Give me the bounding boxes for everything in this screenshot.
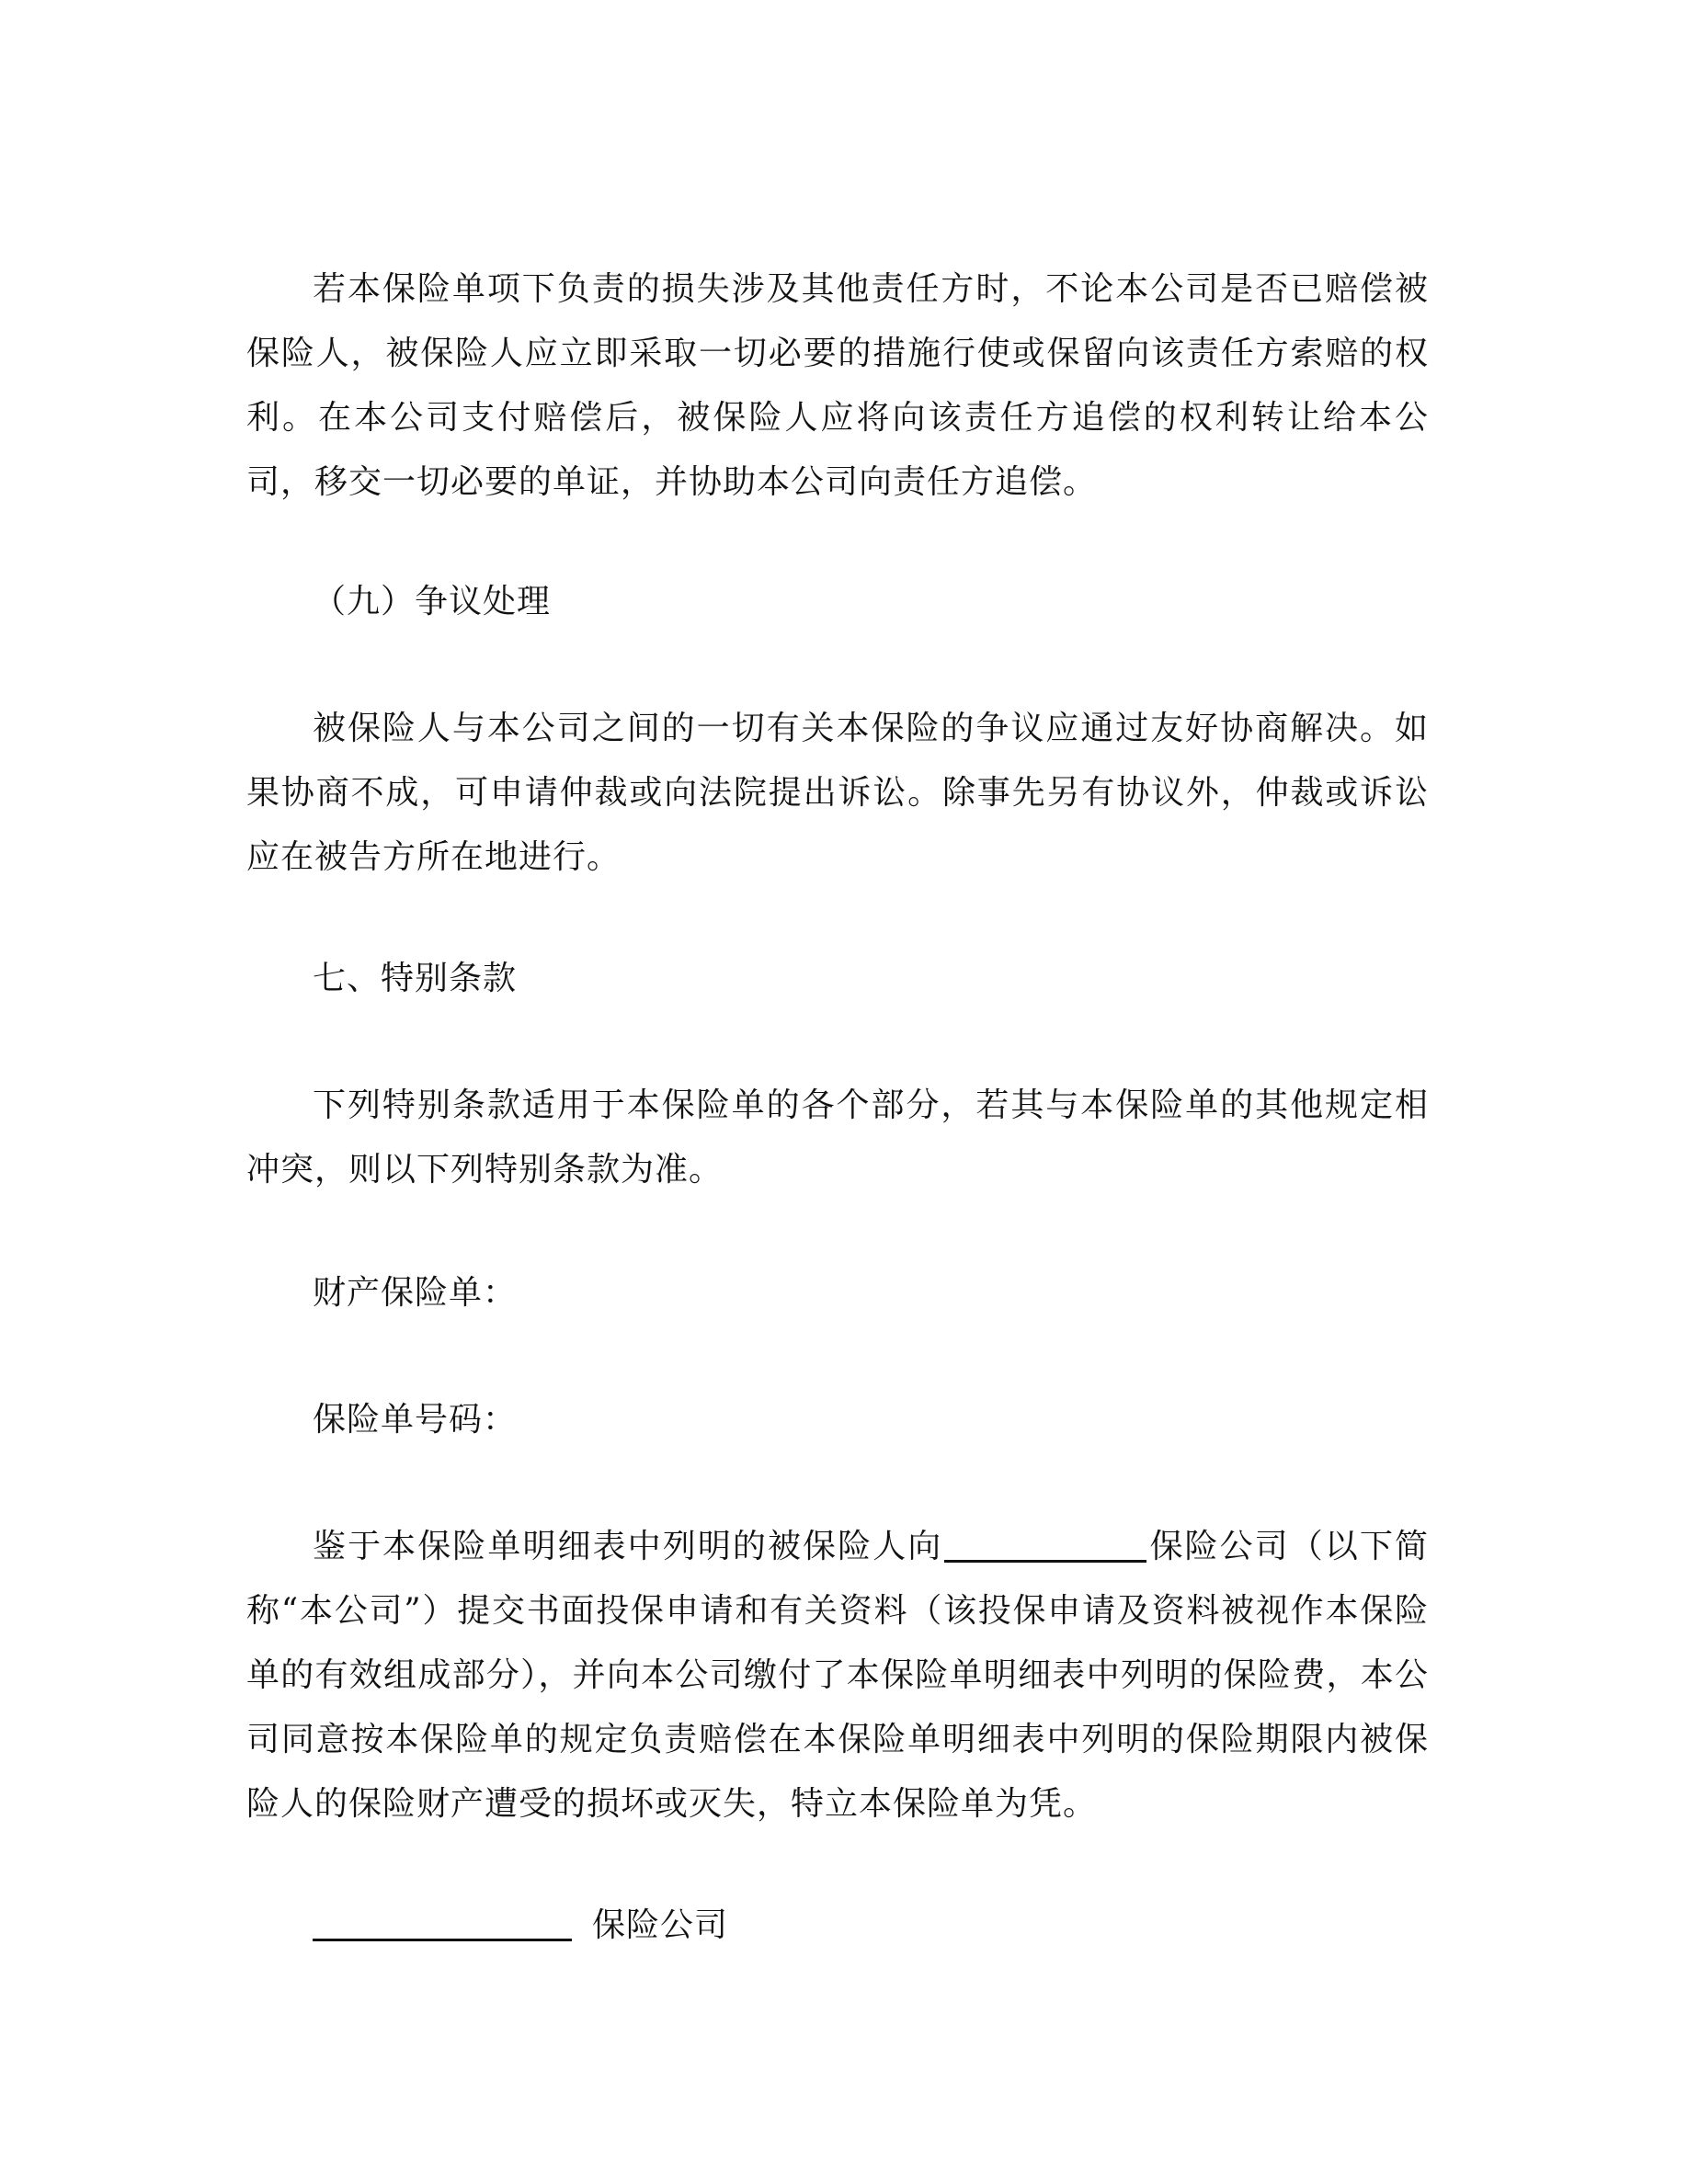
heading-policy-number: 保险单号码： — [313, 1401, 518, 1439]
signature-line — [313, 1894, 728, 1958]
policy-statement-before: 鉴于本保险单明细表中列明的被保险人向 — [313, 1528, 943, 1565]
paragraph-dispute: 被保险人与本公司之间的一切有关本保险的争议应通过友好协商解决。如果协商不成，可申请仲裁或向法院提出诉讼。除事先另有协议外，仲裁或诉讼应在被告方所在地进行。 — [246, 710, 1429, 876]
policy-statement-after: 保险公司（以下简称“本公司”）提交书面投保申请和有关资料（该投保申请及资料被视作本保险单的有效组成部分），并向本公司缴付了本保险单明细表中列明的保险费，本公司同意按本保险单的规定负责赔偿在本保险单明细表中列明的保险期限内被保险人的保险财产遭受的损坏或灭失，特立本保险单为凭。 — [246, 1528, 1429, 1823]
heading-special-terms: 七、特别条款 — [313, 960, 518, 997]
insurer-name-blank — [944, 1523, 1146, 1563]
paragraph-policy-statement — [246, 1515, 1429, 1837]
signature-blank — [313, 1902, 572, 1941]
signature-company-label: 保险公司 — [592, 1906, 729, 1944]
paragraph-special-terms: 下列特别条款适用于本保险单的各个部分，若其与本保险单的其他规定相冲突，则以下列特别条款为准。 — [246, 1086, 1429, 1189]
paragraph-subrogation: 若本保险单项下负责的损失涉及其他责任方时，不论本公司是否已赔偿被保险人，被保险人应立即采取一切必要的措施行使或保留向该责任方索赔的权利。在本公司支付赔偿后，被保险人应将向该责任方追偿的权利转让给本公司，移交一切必要的单证，并协助本公司向责任方追偿。 — [246, 270, 1429, 501]
heading-property-policy: 财产保险单： — [313, 1274, 518, 1312]
heading-dispute-resolution: （九）争议处理 — [313, 583, 552, 620]
